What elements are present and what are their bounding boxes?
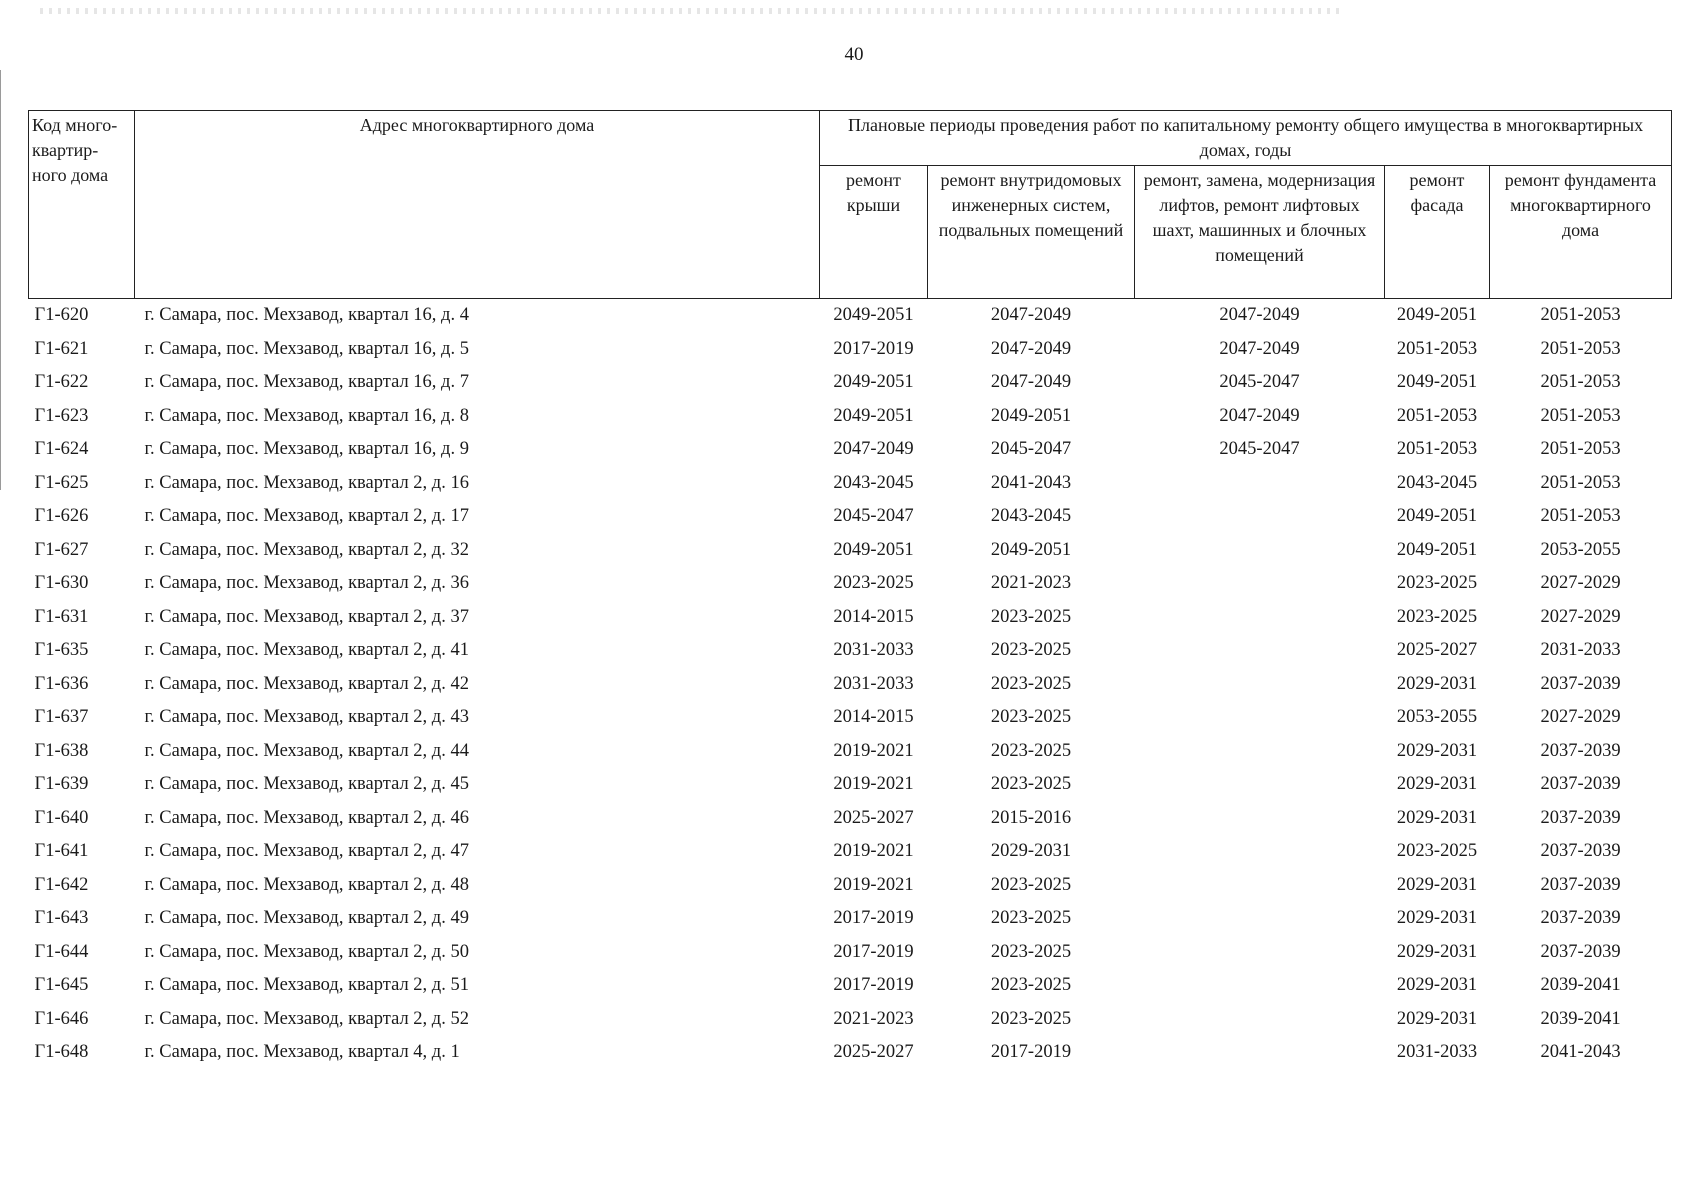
cell-code: Г1-644 [34,941,89,962]
cell-foundation: 2051-2053 [1540,439,1621,460]
cell-facade: 2023-2025 [1396,573,1478,594]
table-row [29,299,1672,333]
cell-systems: 2047-2049 [990,372,1072,393]
cell-facade: 2051-2053 [1396,439,1478,460]
cell-lifts [1135,567,1385,601]
cell-foundation: 2051-2053 [1540,472,1621,493]
cell-foundation: 2037-2039 [1540,807,1621,828]
cell-address: г. Самара, пос. Мехзавод, квартал 2, д. 16 [144,472,469,493]
cell-code: Г1-643 [34,908,89,929]
cell-foundation: 2051-2053 [1540,405,1621,426]
cell-systems: 2041-2043 [990,472,1072,493]
cell-systems: 2023-2025 [990,606,1072,627]
cell-address: г. Самара, пос. Мехзавод, квартал 2, д. 37 [144,606,469,627]
cell-code: Г1-642 [34,874,89,895]
cell-address: г. Самара, пос. Мехзавод, квартал 2, д. 44 [144,740,469,761]
cell-roof: 2025-2027 [833,807,914,828]
cell-foundation: 2051-2053 [1540,338,1621,359]
cell-lifts [1135,802,1385,836]
cell-systems: 2023-2025 [990,874,1072,895]
cell-systems: 2017-2019 [990,1042,1072,1063]
cell-lifts: 2047-2049 [1219,305,1300,326]
table-row [29,668,1672,702]
cell-facade: 2049-2051 [1396,539,1478,560]
cell-facade: 2049-2051 [1396,506,1478,527]
cell-lifts: 2047-2049 [1219,405,1300,426]
cell-systems: 2015-2016 [990,807,1072,828]
cell-code: Г1-625 [34,472,89,493]
cell-lifts [1135,835,1385,869]
cell-code: Г1-621 [34,338,89,359]
cell-address: г. Самара, пос. Мехзавод, квартал 4, д. 1 [144,1042,460,1063]
cell-facade: 2029-2031 [1396,774,1478,795]
cell-code: Г1-639 [34,774,89,795]
cell-address: г. Самара, пос. Мехзавод, квартал 2, д. 36 [144,573,469,594]
cell-facade: 2031-2033 [1396,1042,1478,1063]
cell-code: Г1-623 [34,405,89,426]
table-row [29,802,1672,836]
cell-roof: 2021-2023 [833,1008,914,1029]
cell-facade: 2049-2051 [1396,305,1478,326]
table-row [29,333,1672,367]
cell-lifts [1135,500,1385,534]
table-row [29,634,1672,668]
table-row [29,534,1672,568]
cell-facade: 2023-2025 [1396,606,1478,627]
cell-address: г. Самара, пос. Мехзавод, квартал 2, д. 49 [144,908,469,929]
cell-facade: 2049-2051 [1396,372,1478,393]
cell-facade: 2029-2031 [1396,941,1478,962]
table-row [29,1036,1672,1070]
cell-facade: 2029-2031 [1396,807,1478,828]
cell-roof: 2017-2019 [833,941,914,962]
header-code: Код много-квартир-ного дома [29,111,135,299]
header-facade: ремонт фасада [1385,166,1490,299]
cell-systems: 2023-2025 [990,1008,1072,1029]
cell-code: Г1-627 [34,539,89,560]
cell-address: г. Самара, пос. Мехзавод, квартал 16, д. 4 [144,305,469,326]
cell-code: Г1-648 [34,1042,89,1063]
cell-systems: 2029-2031 [990,841,1072,862]
cell-lifts [1135,634,1385,668]
cell-systems: 2023-2025 [990,640,1072,661]
cell-systems: 2023-2025 [990,740,1072,761]
cell-roof: 2025-2027 [833,1042,914,1063]
cell-roof: 2019-2021 [833,774,914,795]
cell-code: Г1-630 [34,573,89,594]
cell-roof: 2019-2021 [833,841,914,862]
cell-foundation: 2039-2041 [1540,975,1621,996]
cell-foundation: 2037-2039 [1540,774,1621,795]
cell-foundation: 2041-2043 [1540,1042,1621,1063]
cell-address: г. Самара, пос. Мехзавод, квартал 2, д. 48 [144,874,469,895]
table-row [29,1003,1672,1037]
cell-foundation: 2039-2041 [1540,1008,1621,1029]
cell-roof: 2049-2051 [833,305,914,326]
cell-address: г. Самара, пос. Мехзавод, квартал 16, д. 5 [144,338,469,359]
cell-lifts: 2045-2047 [1219,372,1300,393]
cell-address: г. Самара, пос. Мехзавод, квартал 16, д. 8 [144,405,469,426]
cell-facade: 2043-2045 [1396,472,1478,493]
cell-systems: 2023-2025 [990,908,1072,929]
cell-facade: 2029-2031 [1396,740,1478,761]
cell-facade: 2029-2031 [1396,1008,1478,1029]
cell-facade: 2029-2031 [1396,874,1478,895]
repair-schedule-table [28,110,1672,1070]
cell-roof: 2023-2025 [833,573,914,594]
cell-systems: 2023-2025 [990,707,1072,728]
header-systems: ремонт внутридомовых инженерных систем, подвальных помещений [928,166,1135,299]
cell-lifts: 2047-2049 [1219,338,1300,359]
table-row [29,500,1672,534]
cell-address: г. Самара, пос. Мехзавод, квартал 2, д. 47 [144,841,469,862]
header-address: Адрес многоквартирного дома [135,111,820,299]
cell-lifts [1135,768,1385,802]
cell-foundation: 2037-2039 [1540,874,1621,895]
cell-foundation: 2037-2039 [1540,941,1621,962]
cell-code: Г1-620 [34,305,89,326]
table-row [29,768,1672,802]
cell-systems: 2023-2025 [990,941,1072,962]
cell-address: г. Самара, пос. Мехзавод, квартал 2, д. 46 [144,807,469,828]
cell-facade: 2023-2025 [1396,841,1478,862]
header-lifts: ремонт, замена, модернизация лифтов, ремонт лифтовых шахт, машинных и блочных помещений [1135,166,1385,299]
cell-code: Г1-631 [34,606,89,627]
cell-code: Г1-636 [34,673,89,694]
cell-foundation: 2027-2029 [1540,707,1621,728]
cell-code: Г1-635 [34,640,89,661]
table-row [29,467,1672,501]
cell-systems: 2047-2049 [990,305,1072,326]
table-row [29,701,1672,735]
scan-edge [0,70,1,490]
header-foundation: ремонт фундамента многоквартирного дома [1490,166,1672,299]
cell-lifts [1135,969,1385,1003]
cell-roof: 2014-2015 [833,707,914,728]
cell-lifts [1135,1003,1385,1037]
table-body [29,299,1672,1070]
cell-foundation: 2037-2039 [1540,673,1621,694]
table-row [29,969,1672,1003]
table-row [29,567,1672,601]
cell-address: г. Самара, пос. Мехзавод, квартал 2, д. 51 [144,975,469,996]
cell-facade: 2051-2053 [1396,338,1478,359]
cell-roof: 2031-2033 [833,673,914,694]
cell-lifts [1135,534,1385,568]
cell-lifts [1135,902,1385,936]
cell-roof: 2049-2051 [833,372,914,393]
cell-systems: 2023-2025 [990,673,1072,694]
cell-lifts [1135,467,1385,501]
cell-address: г. Самара, пос. Мехзавод, квартал 2, д. 17 [144,506,469,527]
cell-foundation: 2027-2029 [1540,573,1621,594]
cell-code: Г1-645 [34,975,89,996]
table-row [29,936,1672,970]
cell-systems: 2049-2051 [990,405,1072,426]
cell-systems: 2023-2025 [990,975,1072,996]
cell-roof: 2045-2047 [833,506,914,527]
cell-address: г. Самара, пос. Мехзавод, квартал 2, д. 45 [144,774,469,795]
cell-code: Г1-641 [34,841,89,862]
cell-facade: 2029-2031 [1396,975,1478,996]
header-periods: Плановые периоды проведения работ по капитальному ремонту общего имущества в многоквартирных домах, годы [820,111,1672,166]
header-roof: ремонт крыши [820,166,928,299]
cell-facade: 2029-2031 [1396,673,1478,694]
table-row [29,869,1672,903]
table-row [29,366,1672,400]
cell-address: г. Самара, пос. Мехзавод, квартал 2, д. 52 [144,1008,469,1029]
cell-address: г. Самара, пос. Мехзавод, квартал 2, д. 50 [144,941,469,962]
table-row [29,433,1672,467]
cell-address: г. Самара, пос. Мехзавод, квартал 16, д. 9 [144,439,469,460]
cell-facade: 2025-2027 [1396,640,1478,661]
cell-roof: 2047-2049 [833,439,914,460]
cell-roof: 2043-2045 [833,472,914,493]
cell-systems: 2045-2047 [990,439,1072,460]
cell-lifts [1135,869,1385,903]
cell-foundation: 2037-2039 [1540,908,1621,929]
cell-code: Г1-638 [34,740,89,761]
cell-roof: 2031-2033 [833,640,914,661]
cell-roof: 2017-2019 [833,975,914,996]
cell-address: г. Самара, пос. Мехзавод, квартал 2, д. 42 [144,673,469,694]
table-row [29,601,1672,635]
cell-facade: 2051-2053 [1396,405,1478,426]
cell-foundation: 2027-2029 [1540,606,1621,627]
cell-address: г. Самара, пос. Мехзавод, квартал 2, д. 43 [144,707,469,728]
table-row [29,902,1672,936]
cell-code: Г1-637 [34,707,89,728]
cell-systems: 2023-2025 [990,774,1072,795]
table-row [29,835,1672,869]
cell-address: г. Самара, пос. Мехзавод, квартал 16, д. 7 [144,372,469,393]
cell-foundation: 2053-2055 [1540,539,1621,560]
cell-roof: 2014-2015 [833,606,914,627]
cell-code: Г1-622 [34,372,89,393]
cell-roof: 2019-2021 [833,740,914,761]
cell-foundation: 2037-2039 [1540,841,1621,862]
cell-roof: 2049-2051 [833,405,914,426]
cell-roof: 2019-2021 [833,874,914,895]
cell-lifts [1135,668,1385,702]
cell-foundation: 2031-2033 [1540,640,1621,661]
cell-code: Г1-626 [34,506,89,527]
page-number: 40 [844,44,864,65]
cell-lifts [1135,735,1385,769]
cell-foundation: 2037-2039 [1540,740,1621,761]
cell-facade: 2053-2055 [1396,707,1478,728]
cell-address: г. Самара, пос. Мехзавод, квартал 2, д. 41 [144,640,469,661]
cell-roof: 2017-2019 [833,908,914,929]
cell-lifts [1135,601,1385,635]
cell-lifts [1135,1036,1385,1070]
cell-foundation: 2051-2053 [1540,372,1621,393]
cell-code: Г1-624 [34,439,89,460]
table-header [29,111,1672,299]
cell-lifts [1135,701,1385,735]
cell-roof: 2017-2019 [833,338,914,359]
cell-systems: 2043-2045 [990,506,1072,527]
cell-systems: 2021-2023 [990,573,1072,594]
table-row [29,400,1672,434]
table-row [29,735,1672,769]
cell-code: Г1-646 [34,1008,89,1029]
scan-noise [40,8,1340,14]
cell-code: Г1-640 [34,807,89,828]
cell-address: г. Самара, пос. Мехзавод, квартал 2, д. 32 [144,539,469,560]
cell-foundation: 2051-2053 [1540,305,1621,326]
cell-facade: 2029-2031 [1396,908,1478,929]
cell-lifts: 2045-2047 [1219,439,1300,460]
cell-lifts [1135,936,1385,970]
cell-systems: 2049-2051 [990,539,1072,560]
cell-roof: 2049-2051 [833,539,914,560]
cell-systems: 2047-2049 [990,338,1072,359]
cell-foundation: 2051-2053 [1540,506,1621,527]
